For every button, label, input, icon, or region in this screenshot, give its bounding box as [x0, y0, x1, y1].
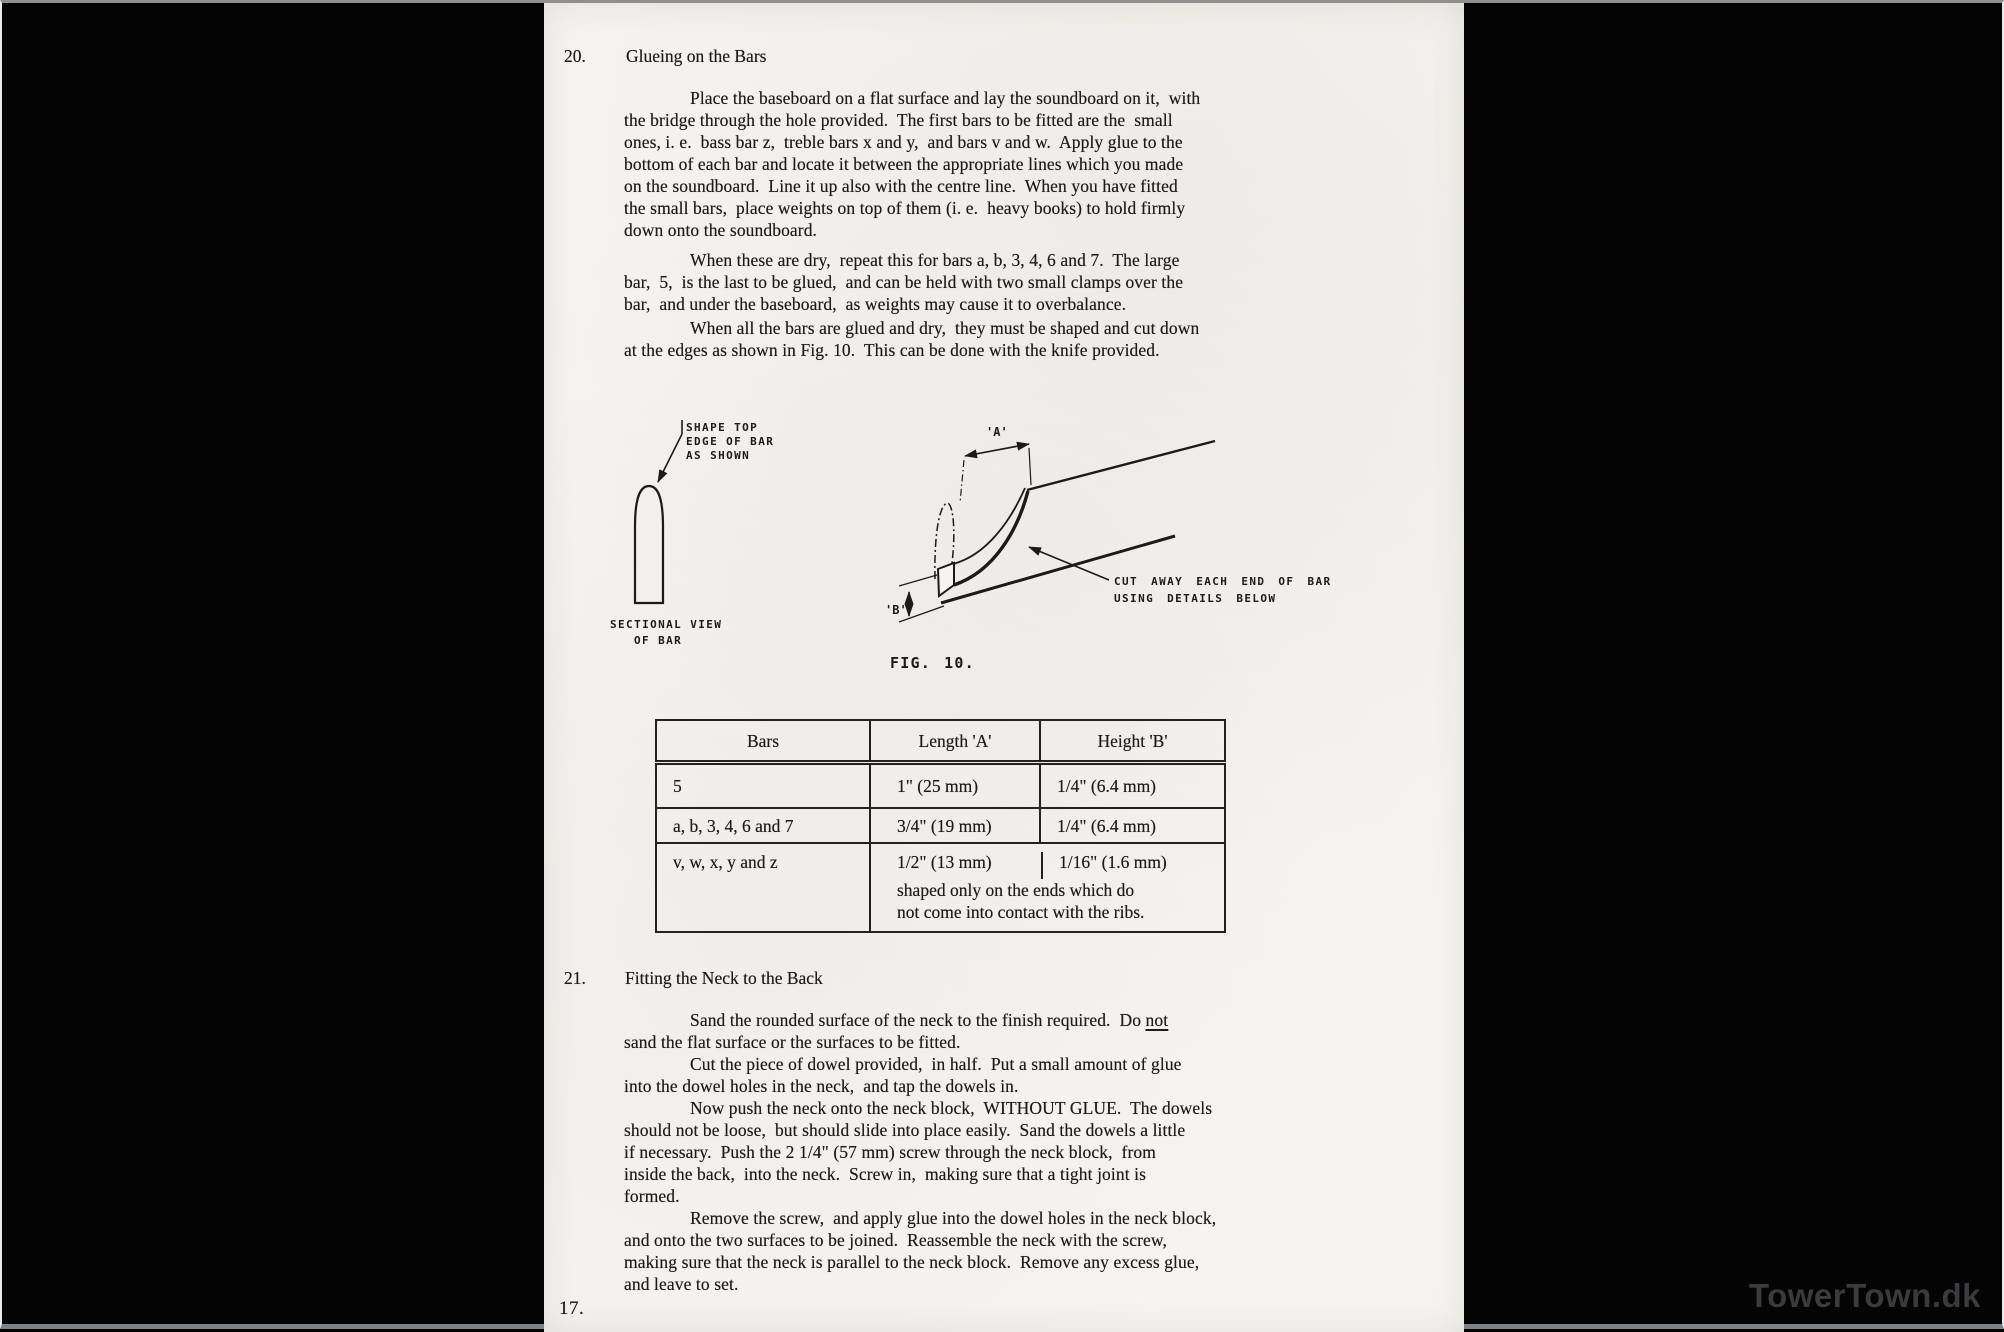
section-20-title: Glueing on the Bars	[626, 46, 767, 66]
table-note-line: not come into contact with the ribs.	[897, 902, 1145, 922]
bar-cross-section-shape	[635, 486, 663, 603]
sectional-view-label-line2: OF BAR	[634, 634, 683, 647]
text-line: Now push the neck onto the neck block, WITHOUT GLUE. The dowels	[690, 1098, 1213, 1118]
text-line: bottom of each bar and locate it between the appropriate lines which you made	[624, 154, 1184, 174]
section-21-title: Fitting the Neck to the Back	[625, 968, 823, 988]
bar-end-face	[938, 563, 954, 596]
cell-length: 1" (25 mm)	[870, 763, 1040, 809]
dimension-b-label: 'B'	[885, 603, 907, 617]
text-line: and onto the two surfaces to be joined. Reassemble the neck with the screw,	[624, 1230, 1167, 1250]
page-number: 17.	[559, 1298, 585, 1319]
text-line: inside the back, into the neck. Screw in, making sure that a tight joint is	[624, 1164, 1146, 1184]
column-header-bars: Bars	[656, 720, 870, 763]
text-line: if necessary. Push the 2 1/4" (57 mm) screw through the neck block, from	[624, 1142, 1156, 1162]
figure-10	[597, 415, 1427, 685]
cell-height: 1/4" (6.4 mm)	[1040, 763, 1225, 809]
underlined-word: not	[1145, 1010, 1169, 1030]
text-line: formed.	[624, 1186, 680, 1206]
cell-height: 1/4" (6.4 mm)	[1040, 808, 1225, 843]
table-note-line: shaped only on the ends which do	[897, 880, 1135, 900]
text-line: down onto the soundboard.	[624, 220, 818, 240]
section-21-paragraph-2	[624, 1053, 1182, 1097]
table-row	[656, 763, 1225, 809]
text-line: Cut the piece of dowel provided, in half. Put a small amount of glue	[690, 1054, 1182, 1074]
cell-length-height-merged	[870, 843, 1225, 932]
dimension-b	[885, 575, 944, 622]
section-21-paragraph-4	[624, 1207, 1216, 1295]
text-line: into the dowel holes in the neck, and tap the dowels in.	[624, 1076, 1019, 1096]
cut-away-label-line1: CUT AWAY EACH END OF BAR	[1114, 575, 1332, 588]
section-21-paragraph-1	[624, 1009, 1168, 1053]
watermark: TowerTown.dk	[1748, 1277, 1981, 1314]
section-21-paragraph-3	[624, 1097, 1212, 1207]
shape-top-label-line3: AS SHOWN	[686, 449, 751, 462]
table-row	[656, 808, 1225, 843]
section-21-number: 21.	[564, 968, 586, 988]
text-line: making sure that the neck is parallel to the neck block. Remove any excess glue,	[624, 1252, 1200, 1272]
text-line: bar, 5, is the last to be glued, and can be held with two small clamps over the	[624, 272, 1184, 292]
bar-end-drawing	[885, 425, 1332, 622]
text-line: sand the flat surface or the surfaces to be fitted.	[624, 1032, 961, 1052]
text-line: the bridge through the hole provided. The first bars to be fitted are the small	[624, 110, 1173, 130]
document-page	[544, 3, 1464, 1332]
shape-top-label-line2: EDGE OF BAR	[686, 435, 775, 448]
cell-bars: 5	[656, 763, 870, 809]
text-line: Place the baseboard on a flat surface and lay the soundboard on it, with	[690, 88, 1201, 108]
cell-bars: a, b, 3, 4, 6 and 7	[656, 808, 870, 843]
text-line: bar, and under the baseboard, as weights may cause it to overbalance.	[624, 294, 1127, 314]
cell-height: 1/16" (1.6 mm)	[1059, 852, 1167, 872]
text-line: When all the bars are glued and dry, they must be shaped and cut down	[690, 318, 1200, 338]
text-line: When these are dry, repeat this for bars a, b, 3, 4, 6 and 7. The large	[690, 250, 1180, 270]
cell-bars: v, w, x, y and z	[656, 843, 870, 932]
section-20-paragraph-1	[624, 87, 1200, 241]
text-segment: Sand the rounded surface of the neck to the finish required. Do	[690, 1010, 1146, 1030]
text-line: and leave to set.	[624, 1274, 739, 1294]
table-row	[656, 843, 1225, 932]
column-header-length: Length 'A'	[870, 720, 1040, 763]
figure-caption: FIG. 10.	[890, 654, 975, 672]
text-line	[624, 1009, 1168, 1031]
section-20-paragraph-3	[624, 317, 1199, 361]
text-line: Remove the screw, and apply glue into the dowel holes in the neck block,	[690, 1208, 1217, 1228]
sectional-view-drawing	[610, 420, 774, 647]
text-line: ones, i. e. bass bar z, treble bars x and y, and bars v and w. Apply glue to the	[624, 132, 1183, 152]
shape-top-label-line1: SHAPE TOP	[686, 421, 759, 434]
table-header-row	[656, 720, 1225, 763]
section-20-number: 20.	[564, 46, 586, 66]
section-20-paragraph-2	[624, 249, 1183, 315]
column-header-height: Height 'B'	[1040, 720, 1225, 763]
dimension-a-label: 'A'	[986, 425, 1008, 439]
text-line: on the soundboard. Line it up also with the centre line. When you have fitted	[624, 176, 1178, 196]
text-line: the small bars, place weights on top of them (i. e. heavy books) to hold firmly	[624, 198, 1186, 218]
text-line: should not be loose, but should slide into place easily. Sand the dowels a little	[624, 1120, 1186, 1140]
cell-length: 1/2" (13 mm)	[897, 852, 992, 872]
sectional-view-label-line1: SECTIONAL VIEW	[610, 618, 723, 631]
bar-dimensions-table	[655, 719, 1226, 933]
cell-length: 3/4" (19 mm)	[870, 808, 1040, 843]
cut-away-label-line2: USING DETAILS BELOW	[1114, 592, 1277, 605]
text-line: at the edges as shown in Fig. 10. This can be done with the knife provided.	[624, 340, 1160, 360]
dimension-a	[960, 425, 1031, 503]
